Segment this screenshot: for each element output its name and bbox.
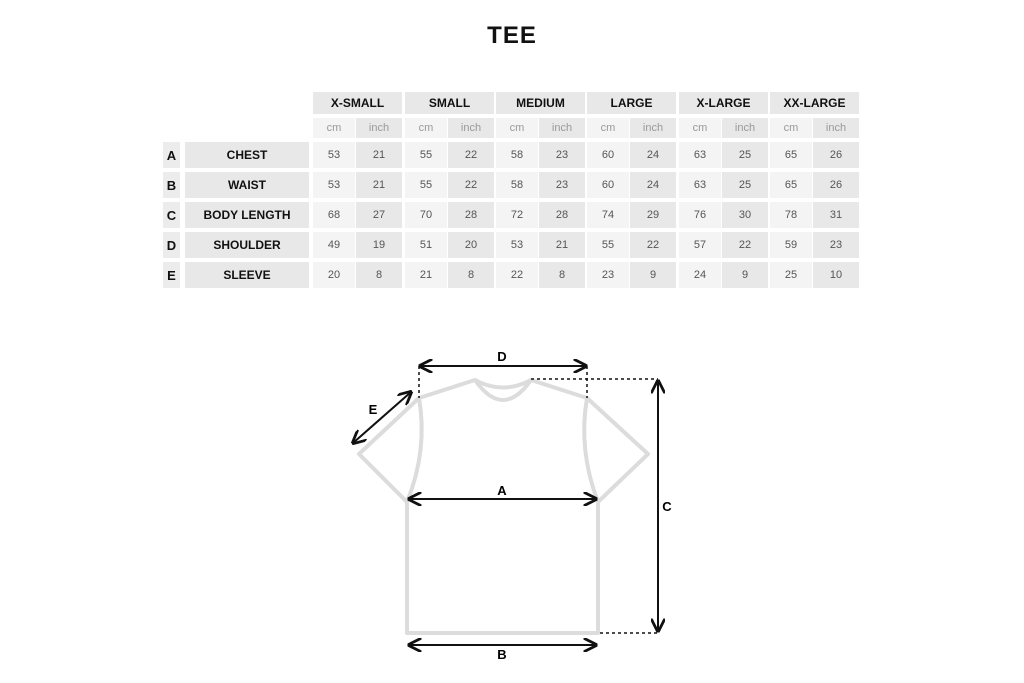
row-letter: A xyxy=(163,142,180,168)
value-inch: 22 xyxy=(722,232,768,258)
value-inch: 23 xyxy=(539,172,585,198)
value-inch: 31 xyxy=(813,202,859,228)
row-label: SLEEVE xyxy=(185,262,309,288)
value-cm: 65 xyxy=(770,142,812,168)
unit-header-inch: inch xyxy=(630,118,676,138)
unit-header-cm: cm xyxy=(405,118,447,138)
value-cm: 20 xyxy=(313,262,355,288)
value-inch: 26 xyxy=(813,142,859,168)
value-cm: 78 xyxy=(770,202,812,228)
row-letter: B xyxy=(163,172,180,198)
value-inch: 24 xyxy=(630,172,676,198)
row-label: SHOULDER xyxy=(185,232,309,258)
row-label: CHEST xyxy=(185,142,309,168)
value-inch: 19 xyxy=(356,232,402,258)
value-cm: 65 xyxy=(770,172,812,198)
unit-header-inch: inch xyxy=(813,118,859,138)
diagram-label-a: A xyxy=(497,483,507,498)
value-cm: 59 xyxy=(770,232,812,258)
value-inch: 8 xyxy=(539,262,585,288)
unit-header-cm: cm xyxy=(770,118,812,138)
value-inch: 27 xyxy=(356,202,402,228)
size-header: XX-LARGE xyxy=(770,92,859,114)
page-title: TEE xyxy=(487,22,537,49)
size-header: X-SMALL xyxy=(313,92,402,114)
value-inch: 26 xyxy=(813,172,859,198)
diagram-label-b: B xyxy=(497,647,507,662)
tee-collar xyxy=(475,380,531,388)
unit-header-inch: inch xyxy=(356,118,402,138)
size-header: LARGE xyxy=(587,92,676,114)
value-inch: 22 xyxy=(448,142,494,168)
value-cm: 76 xyxy=(679,202,721,228)
value-inch: 23 xyxy=(813,232,859,258)
value-inch: 25 xyxy=(722,172,768,198)
unit-header-inch: inch xyxy=(448,118,494,138)
tee-outline xyxy=(359,380,648,633)
value-cm: 22 xyxy=(496,262,538,288)
value-inch: 9 xyxy=(722,262,768,288)
value-inch: 29 xyxy=(630,202,676,228)
unit-header-cm: cm xyxy=(313,118,355,138)
value-cm: 58 xyxy=(496,172,538,198)
unit-header-inch: inch xyxy=(539,118,585,138)
value-cm: 55 xyxy=(405,142,447,168)
value-cm: 51 xyxy=(405,232,447,258)
value-cm: 49 xyxy=(313,232,355,258)
unit-header-inch: inch xyxy=(722,118,768,138)
value-cm: 58 xyxy=(496,142,538,168)
value-inch: 21 xyxy=(539,232,585,258)
value-cm: 63 xyxy=(679,142,721,168)
size-header: X-LARGE xyxy=(679,92,768,114)
value-inch: 28 xyxy=(539,202,585,228)
value-cm: 53 xyxy=(496,232,538,258)
value-cm: 63 xyxy=(679,172,721,198)
value-cm: 55 xyxy=(587,232,629,258)
value-cm: 68 xyxy=(313,202,355,228)
value-cm: 70 xyxy=(405,202,447,228)
value-inch: 8 xyxy=(448,262,494,288)
unit-header-cm: cm xyxy=(496,118,538,138)
value-cm: 72 xyxy=(496,202,538,228)
row-letter: E xyxy=(163,262,180,288)
value-inch: 9 xyxy=(630,262,676,288)
value-cm: 53 xyxy=(313,172,355,198)
value-inch: 22 xyxy=(630,232,676,258)
value-inch: 22 xyxy=(448,172,494,198)
value-inch: 10 xyxy=(813,262,859,288)
row-letter: C xyxy=(163,202,180,228)
value-inch: 21 xyxy=(356,142,402,168)
value-inch: 21 xyxy=(356,172,402,198)
value-inch: 28 xyxy=(448,202,494,228)
diagram-label-c: C xyxy=(662,499,672,514)
value-cm: 57 xyxy=(679,232,721,258)
value-cm: 60 xyxy=(587,142,629,168)
value-cm: 60 xyxy=(587,172,629,198)
value-inch: 25 xyxy=(722,142,768,168)
value-inch: 30 xyxy=(722,202,768,228)
value-cm: 74 xyxy=(587,202,629,228)
unit-header-cm: cm xyxy=(679,118,721,138)
value-inch: 8 xyxy=(356,262,402,288)
value-cm: 23 xyxy=(587,262,629,288)
value-inch: 20 xyxy=(448,232,494,258)
value-cm: 53 xyxy=(313,142,355,168)
diagram-label-e: E xyxy=(368,402,378,417)
size-header: MEDIUM xyxy=(496,92,585,114)
diagram-label-d: D xyxy=(497,349,507,364)
row-label: BODY LENGTH xyxy=(185,202,309,228)
size-header: SMALL xyxy=(405,92,494,114)
value-cm: 55 xyxy=(405,172,447,198)
row-letter: D xyxy=(163,232,180,258)
row-label: WAIST xyxy=(185,172,309,198)
value-cm: 21 xyxy=(405,262,447,288)
value-cm: 25 xyxy=(770,262,812,288)
value-cm: 24 xyxy=(679,262,721,288)
unit-header-cm: cm xyxy=(587,118,629,138)
value-inch: 24 xyxy=(630,142,676,168)
value-inch: 23 xyxy=(539,142,585,168)
